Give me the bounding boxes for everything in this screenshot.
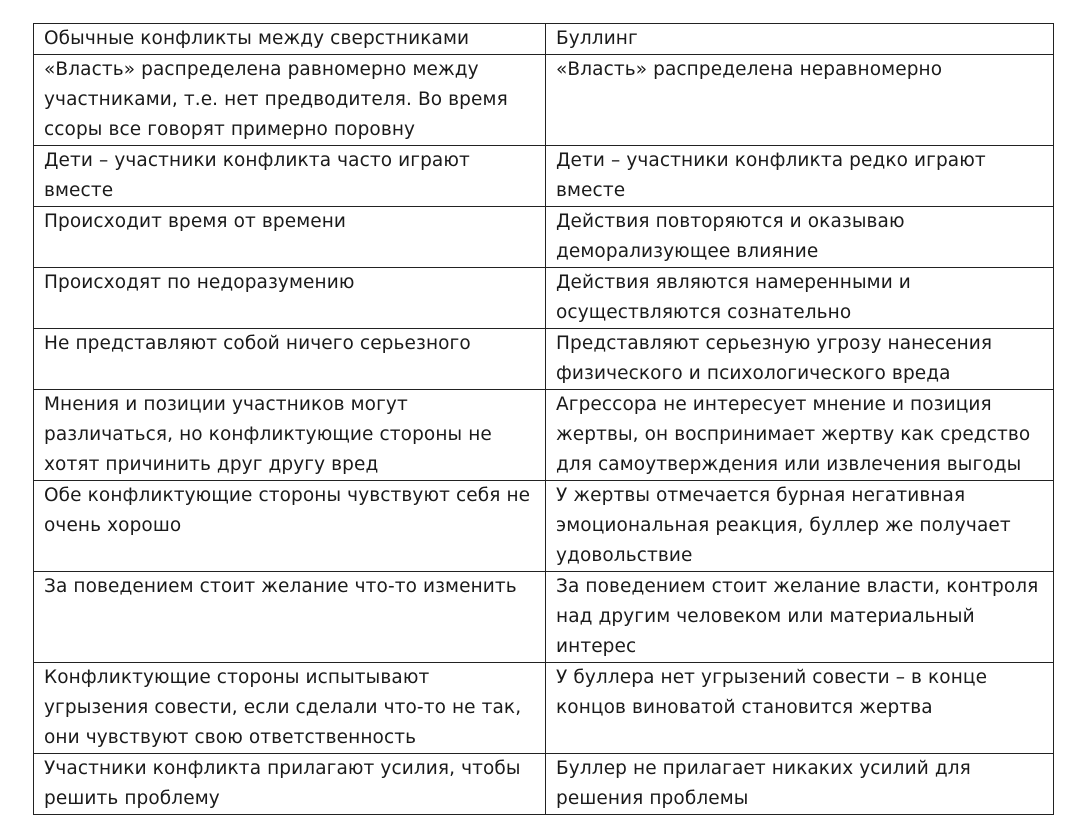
table-row — [34, 663, 1054, 754]
table-cell-conflict: Мнения и позиции участников могут различаться, но конфликтующие стороны не хотят причинить друг другу вред — [34, 390, 546, 481]
table-cell-bullying: У жертвы отмечается бурная негативная эмоциональная реакция, буллер же получает удовольствие — [546, 481, 1054, 572]
table-cell-bullying: «Власть» распределена неравномерно — [546, 55, 1054, 146]
table-cell-bullying: Буллер не прилагает никаких усилий для решения проблемы — [546, 754, 1054, 815]
table-row — [34, 481, 1054, 572]
table-row — [34, 207, 1054, 268]
table-row — [34, 146, 1054, 207]
table-row — [34, 55, 1054, 146]
comparison-table — [33, 23, 1054, 815]
table-row — [34, 572, 1054, 663]
table-cell-conflict: Обе конфликтующие стороны чувствуют себя не очень хорошо — [34, 481, 546, 572]
table-cell-bullying: Представляют серьезную угрозу нанесения физического и психологического вреда — [546, 329, 1054, 390]
table-cell-conflict: Происходят по недоразумению — [34, 268, 546, 329]
table-cell-bullying: За поведением стоит желание власти, контроля над другим человеком или материальный интерес — [546, 572, 1054, 663]
table-cell-conflict: Происходит время от времени — [34, 207, 546, 268]
table-cell-conflict: Участники конфликта прилагают усилия, чтобы решить проблему — [34, 754, 546, 815]
table-cell-bullying: Агрессора не интересует мнение и позиция жертвы, он воспринимает жертву как средство для самоутверждения или извлечения выгоды — [546, 390, 1054, 481]
table-cell-conflict: За поведением стоит желание что-то изменить — [34, 572, 546, 663]
table-header-row — [34, 24, 1054, 55]
table-row — [34, 754, 1054, 815]
table-cell-conflict: Конфликтующие стороны испытывают угрызения совести, если сделали что-то не так, они чувствуют свою ответственность — [34, 663, 546, 754]
table-body — [34, 24, 1054, 815]
table-cell-bullying: У буллера нет угрызений совести – в конце концов виноватой становится жертва — [546, 663, 1054, 754]
header-cell-bullying: Буллинг — [546, 24, 1054, 55]
header-cell-conflicts: Обычные конфликты между сверстниками — [34, 24, 546, 55]
table-cell-bullying: Действия повторяются и оказываю деморализующее влияние — [546, 207, 1054, 268]
table-row — [34, 329, 1054, 390]
table-cell-conflict: «Власть» распределена равномерно между участниками, т.е. нет предводителя. Во время ссоры все говорят примерно поровну — [34, 55, 546, 146]
table-row — [34, 268, 1054, 329]
table-cell-bullying: Дети – участники конфликта редко играют вместе — [546, 146, 1054, 207]
table-row — [34, 390, 1054, 481]
table-cell-conflict: Не представляют собой ничего серьезного — [34, 329, 546, 390]
table-cell-bullying: Действия являются намеренными и осуществляются сознательно — [546, 268, 1054, 329]
table-cell-conflict: Дети – участники конфликта часто играют вместе — [34, 146, 546, 207]
